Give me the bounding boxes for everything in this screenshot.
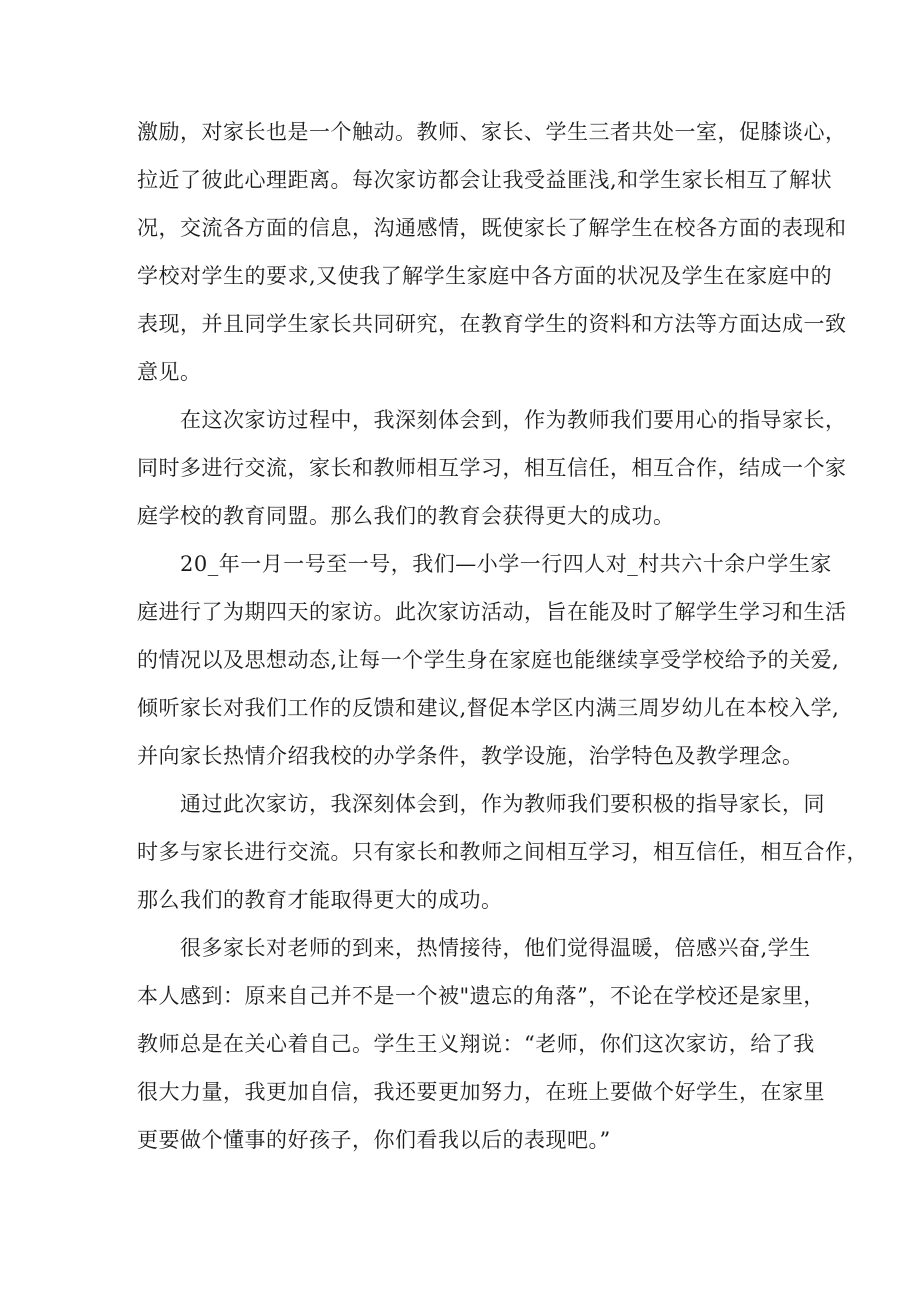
text-line: 更要做个懂事的好孩子，你们看我以后的表现吧。”	[137, 1128, 611, 1152]
text-line: 意见。	[137, 360, 202, 384]
text-line: 庭学校的教育同盟。那么我们的教育会获得更大的成功。	[137, 504, 675, 528]
text-line: 况，交流各方面的信息，沟通感情，既使家长了解学生在校各方面的表现和	[137, 216, 847, 240]
text-line: 本人感到：原来自己并不是一个被"遗忘的角落”，不论在学校还是家里，	[137, 984, 825, 1008]
paragraph-first-line: 通过此次家访，我深刻体会到，作为教师我们要积极的指导家长，同	[180, 792, 825, 816]
text-line: 倾听家长对我们工作的反馈和建议,督促本学区内满三周岁幼儿在本校入学,	[137, 696, 840, 720]
text-line: 同时多进行交流，家长和教师相互学习，相互信任，相互合作，结成一个家	[137, 456, 847, 480]
text-line: 时多与家长进行交流。只有家长和教师之间相互学习，相互信任，相互合作，	[137, 840, 868, 864]
text-line: 那么我们的教育才能取得更大的成功。	[137, 888, 503, 912]
paragraph-first-line: 20_年一月一号至一号，我们—小学一行四人对_村共六十余户学生家	[180, 552, 832, 576]
text-line: 学校对学生的要求,又使我了解学生家庭中各方面的状况及学生在家庭中的	[137, 264, 833, 288]
text-line: 并向家长热情介绍我校的办学条件，教学设施，治学特色及教学理念。	[137, 744, 804, 768]
text-line: 很大力量，我更加自信，我还要更加努力，在班上要做个好学生，在家里	[137, 1080, 825, 1104]
text-line: 庭进行了为期四天的家访。此次家访活动，旨在能及时了解学生学习和生活	[137, 600, 847, 624]
text-line: 表现，并且同学生家长共同研究，在教育学生的资料和方法等方面达成一致	[137, 312, 847, 336]
paragraph-first-line: 在这次家访过程中，我深刻体会到，作为教师我们要用心的指导家长，	[180, 408, 847, 432]
text-line: 拉近了彼此心理距离。每次家访都会让我受益匪浅,和学生家长相互了解状	[137, 168, 833, 192]
text-line: 激励，对家长也是一个触动。教师、家长、学生三者共处一室，促膝谈心，	[137, 120, 847, 144]
paragraph-first-line: 很多家长对老师的到来，热情接待，他们觉得温暖，倍感兴奋,学生	[180, 936, 811, 960]
text-line: 的情况以及思想动态,让每一个学生身在家庭也能继续享受学校给予的关爱,	[137, 648, 840, 672]
text-line: 教师总是在关心着自己。学生王义翔说：“老师，你们这次家访，给了我	[137, 1032, 815, 1056]
